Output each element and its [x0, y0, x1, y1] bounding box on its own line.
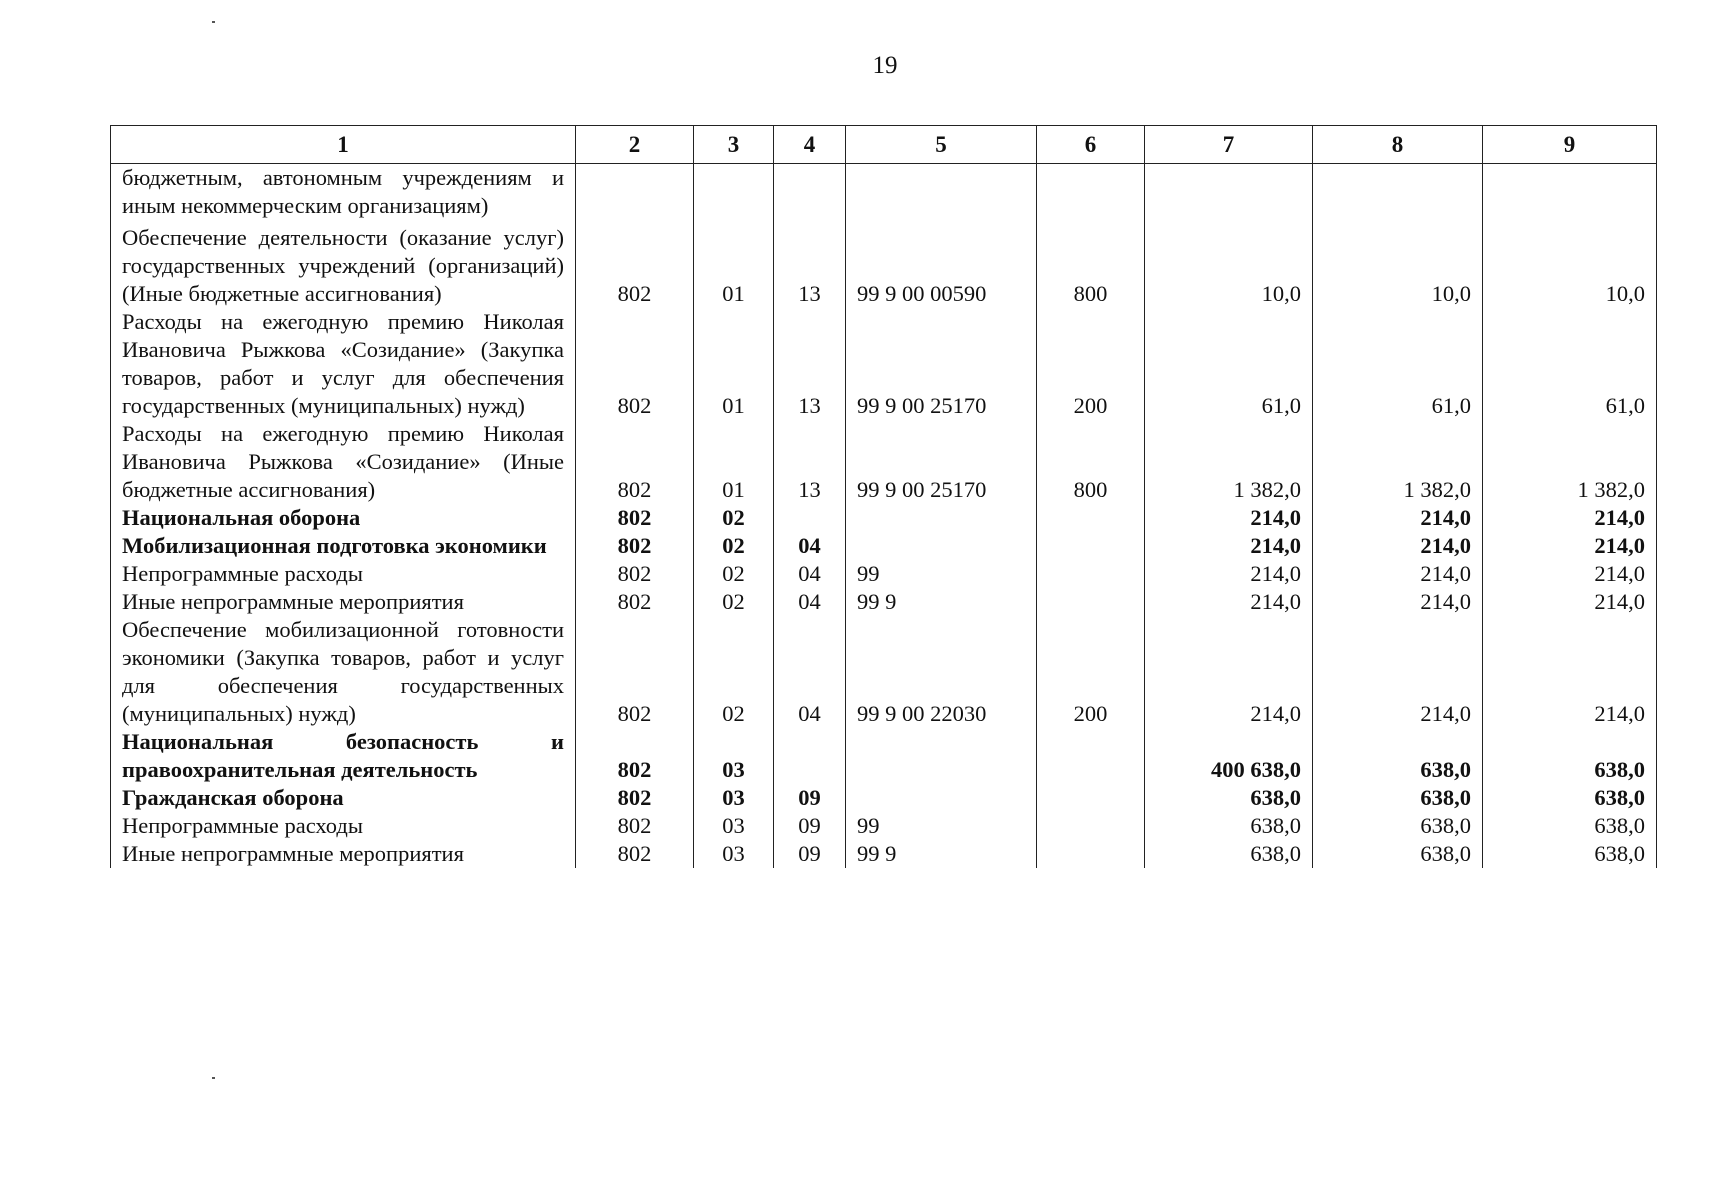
cell-amount-col8: 10,0 — [1313, 224, 1483, 308]
cell-amount-col7: 214,0 — [1145, 504, 1313, 532]
column-header: 2 — [576, 126, 694, 164]
cell-target-article: 99 9 — [846, 840, 1037, 868]
cell-ministry-code: 802 — [576, 728, 694, 784]
table-row — [111, 588, 1657, 616]
cell-ministry-code: 802 — [576, 784, 694, 812]
table-row — [111, 308, 1657, 420]
table-row — [111, 504, 1657, 532]
table-row — [111, 560, 1657, 588]
cell-amount-col8 — [1313, 164, 1483, 225]
cell-section: 02 — [694, 616, 774, 728]
cell-ministry-code: 802 — [576, 420, 694, 504]
table-row — [111, 728, 1657, 784]
cell-amount-col8: 638,0 — [1313, 784, 1483, 812]
column-header: 9 — [1483, 126, 1657, 164]
cell-expense-type: 200 — [1037, 308, 1145, 420]
row-name: Иные непрограммные мероприятия — [111, 588, 576, 616]
cell-expense-type: 800 — [1037, 420, 1145, 504]
cell-amount-col9: 214,0 — [1483, 588, 1657, 616]
cell-expense-type — [1037, 840, 1145, 868]
cell-subsection: 13 — [774, 308, 846, 420]
cell-target-article — [846, 532, 1037, 560]
cell-ministry-code: 802 — [576, 224, 694, 308]
table-row — [111, 616, 1657, 728]
cell-section: 03 — [694, 812, 774, 840]
cell-amount-col7: 214,0 — [1145, 560, 1313, 588]
cell-amount-col7: 638,0 — [1145, 840, 1313, 868]
row-name: Обеспечение деятельности (оказание услуг) государственных учреждений (организаций) (Иные бюджетные ассигнования) — [111, 224, 576, 308]
column-header: 1 — [111, 126, 576, 164]
cell-amount-col7: 61,0 — [1145, 308, 1313, 420]
cell-subsection: 09 — [774, 812, 846, 840]
cell-amount-col7: 214,0 — [1145, 588, 1313, 616]
cell-ministry-code: 802 — [576, 840, 694, 868]
table-row — [111, 420, 1657, 504]
cell-amount-col8: 1 382,0 — [1313, 420, 1483, 504]
cell-section: 02 — [694, 504, 774, 532]
cell-amount-col9: 638,0 — [1483, 840, 1657, 868]
cell-subsection — [774, 504, 846, 532]
row-name: Обеспечение мобилизационной готовности экономики (Закупка товаров, работ и услуг для обеспечения государственных (муниципальных) нужд) — [111, 616, 576, 728]
cell-amount-col7: 214,0 — [1145, 616, 1313, 728]
cell-amount-col8: 214,0 — [1313, 560, 1483, 588]
table-row — [111, 784, 1657, 812]
cell-amount-col8: 214,0 — [1313, 588, 1483, 616]
cell-amount-col8: 61,0 — [1313, 308, 1483, 420]
cell-amount-col7: 1 382,0 — [1145, 420, 1313, 504]
cell-amount-col9: 1 382,0 — [1483, 420, 1657, 504]
cell-subsection: 04 — [774, 588, 846, 616]
cell-subsection: 13 — [774, 420, 846, 504]
cell-amount-col9: 638,0 — [1483, 812, 1657, 840]
cell-amount-col7: 638,0 — [1145, 812, 1313, 840]
cell-subsection: 04 — [774, 532, 846, 560]
cell-expense-type — [1037, 532, 1145, 560]
cell-ministry-code: 802 — [576, 504, 694, 532]
budget-table — [110, 125, 1657, 868]
cell-subsection: 04 — [774, 616, 846, 728]
cell-expense-type — [1037, 812, 1145, 840]
table-row — [111, 164, 1657, 225]
cell-amount-col9: 214,0 — [1483, 560, 1657, 588]
cell-expense-type — [1037, 588, 1145, 616]
cell-amount-col9: 10,0 — [1483, 224, 1657, 308]
cell-section: 02 — [694, 560, 774, 588]
cell-section: 03 — [694, 784, 774, 812]
cell-target-article — [846, 504, 1037, 532]
column-header: 8 — [1313, 126, 1483, 164]
cell-target-article — [846, 164, 1037, 225]
cell-amount-col8: 214,0 — [1313, 504, 1483, 532]
cell-section — [694, 164, 774, 225]
row-name: Мобилизационная подготовка экономики — [111, 532, 576, 560]
table-row — [111, 840, 1657, 868]
cell-amount-col7 — [1145, 164, 1313, 225]
cell-amount-col7: 400 638,0 — [1145, 728, 1313, 784]
cell-amount-col8: 214,0 — [1313, 616, 1483, 728]
row-name: Непрограммные расходы — [111, 812, 576, 840]
cell-subsection: 13 — [774, 224, 846, 308]
table-row — [111, 812, 1657, 840]
cell-section: 01 — [694, 308, 774, 420]
cell-expense-type — [1037, 164, 1145, 225]
cell-ministry-code: 802 — [576, 616, 694, 728]
cell-amount-col9 — [1483, 164, 1657, 225]
cell-subsection: 04 — [774, 560, 846, 588]
table-row — [111, 532, 1657, 560]
cell-amount-col8: 638,0 — [1313, 840, 1483, 868]
cell-target-article: 99 9 — [846, 588, 1037, 616]
cell-ministry-code: 802 — [576, 812, 694, 840]
cell-section: 02 — [694, 532, 774, 560]
cell-section: 02 — [694, 588, 774, 616]
cell-target-article: 99 9 00 25170 — [846, 308, 1037, 420]
cell-expense-type — [1037, 560, 1145, 588]
cell-target-article: 99 — [846, 812, 1037, 840]
cell-target-article — [846, 784, 1037, 812]
cell-target-article: 99 — [846, 560, 1037, 588]
cell-target-article — [846, 728, 1037, 784]
cell-amount-col8: 214,0 — [1313, 532, 1483, 560]
cell-amount-col9: 638,0 — [1483, 784, 1657, 812]
cell-section: 03 — [694, 728, 774, 784]
cell-ministry-code: 802 — [576, 308, 694, 420]
scan-speck — [212, 21, 215, 23]
page-number: 19 — [872, 52, 898, 79]
cell-expense-type: 200 — [1037, 616, 1145, 728]
table-row — [111, 224, 1657, 308]
cell-section: 01 — [694, 224, 774, 308]
row-name: Непрограммные расходы — [111, 560, 576, 588]
cell-amount-col9: 214,0 — [1483, 504, 1657, 532]
column-header: 7 — [1145, 126, 1313, 164]
cell-ministry-code: 802 — [576, 560, 694, 588]
cell-amount-col9: 214,0 — [1483, 616, 1657, 728]
row-name: Национальная безопасность и правоохранительная деятельность — [111, 728, 576, 784]
cell-amount-col7: 214,0 — [1145, 532, 1313, 560]
cell-amount-col9: 214,0 — [1483, 532, 1657, 560]
row-name: Гражданская оборона — [111, 784, 576, 812]
cell-amount-col7: 10,0 — [1145, 224, 1313, 308]
cell-section: 03 — [694, 840, 774, 868]
row-name: бюджетным, автономным учреждениям и иным некоммерческим организациям) — [111, 164, 576, 225]
row-name: Национальная оборона — [111, 504, 576, 532]
column-header: 5 — [846, 126, 1037, 164]
cell-subsection: 09 — [774, 840, 846, 868]
table-body — [111, 164, 1657, 869]
cell-section: 01 — [694, 420, 774, 504]
cell-subsection — [774, 728, 846, 784]
cell-target-article: 99 9 00 25170 — [846, 420, 1037, 504]
cell-amount-col8: 638,0 — [1313, 728, 1483, 784]
cell-ministry-code: 802 — [576, 588, 694, 616]
column-header: 6 — [1037, 126, 1145, 164]
cell-subsection: 09 — [774, 784, 846, 812]
cell-amount-col9: 638,0 — [1483, 728, 1657, 784]
column-header: 3 — [694, 126, 774, 164]
column-header: 4 — [774, 126, 846, 164]
cell-expense-type — [1037, 728, 1145, 784]
cell-amount-col7: 638,0 — [1145, 784, 1313, 812]
cell-target-article: 99 9 00 22030 — [846, 616, 1037, 728]
row-name: Расходы на ежегодную премию Николая Ивановича Рыжкова «Созидание» (Иные бюджетные ассигнования) — [111, 420, 576, 504]
row-name: Иные непрограммные мероприятия — [111, 840, 576, 868]
cell-target-article: 99 9 00 00590 — [846, 224, 1037, 308]
cell-ministry-code: 802 — [576, 532, 694, 560]
cell-expense-type — [1037, 784, 1145, 812]
cell-expense-type: 800 — [1037, 224, 1145, 308]
scan-speck — [212, 1077, 215, 1079]
cell-ministry-code — [576, 164, 694, 225]
cell-subsection — [774, 164, 846, 225]
cell-amount-col8: 638,0 — [1313, 812, 1483, 840]
cell-amount-col9: 61,0 — [1483, 308, 1657, 420]
column-number-header — [111, 126, 1657, 164]
cell-expense-type — [1037, 504, 1145, 532]
row-name: Расходы на ежегодную премию Николая Ивановича Рыжкова «Созидание» (Закупка товаров, работ и услуг для обеспечения государственных (муниципальных) нужд) — [111, 308, 576, 420]
